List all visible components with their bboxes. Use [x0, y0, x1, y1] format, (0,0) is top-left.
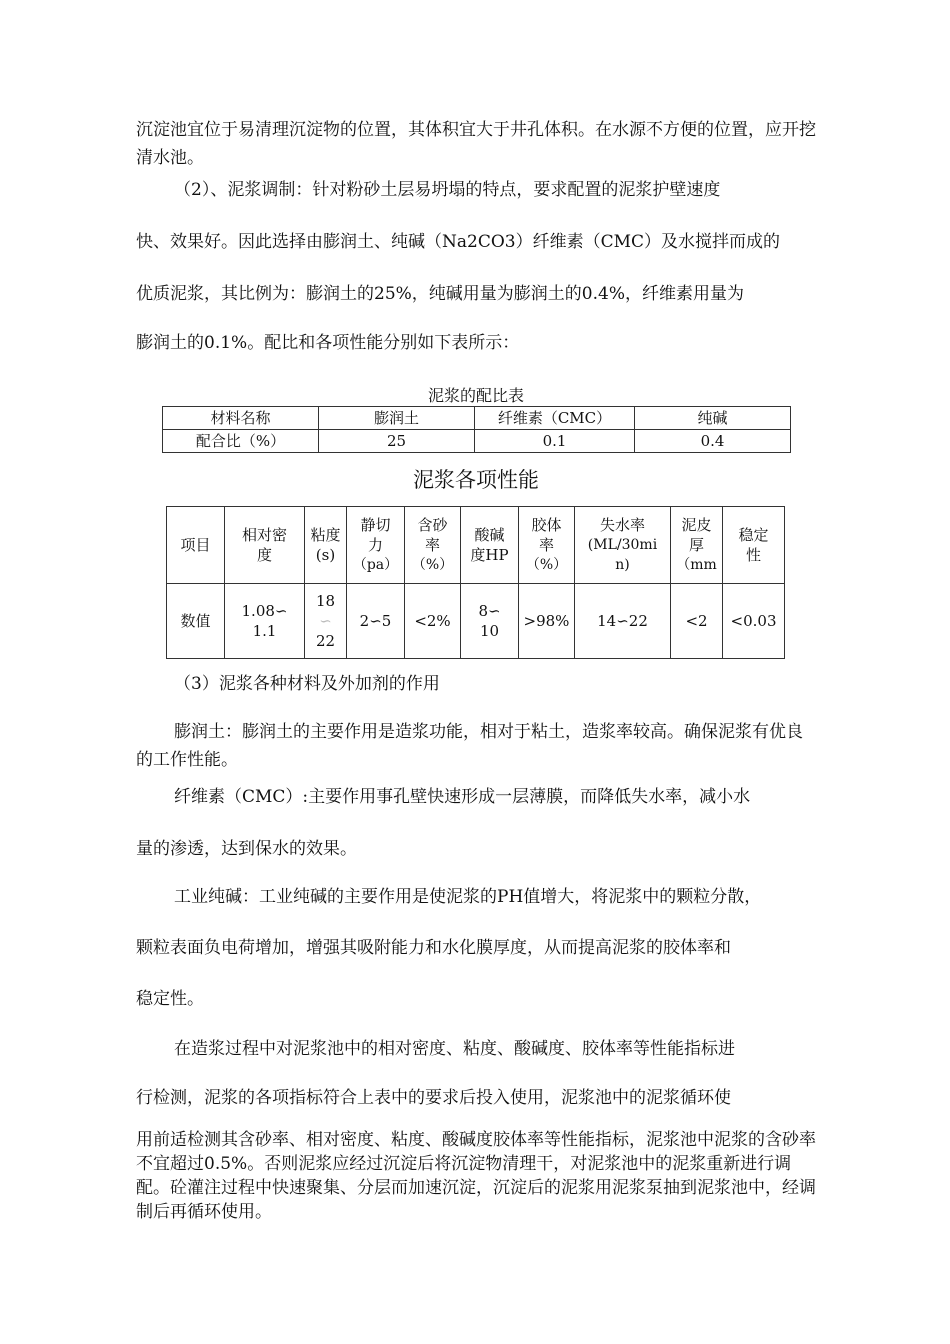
cell-text: 18	[315, 592, 336, 610]
cell-text: 1.08∽	[241, 602, 288, 620]
paragraph-bentonite: 膨润土：膨润土的主要作用是造浆功能，相对于粘土，造浆率较高。确保泥浆有优良的工作性能。	[136, 722, 803, 770]
cell-text: >98%	[523, 612, 570, 630]
mix-value-cell: 0.4	[635, 430, 791, 453]
cell-text: 10	[479, 622, 500, 640]
cell-text: 1.1	[252, 622, 277, 640]
cell-text: 力	[367, 536, 383, 554]
cell-text: 泥皮	[681, 516, 712, 534]
cell-text: ∽	[319, 612, 332, 630]
cell-text: 率	[424, 536, 440, 554]
perf-header-ph	[461, 507, 519, 584]
section-heading-materials: （3）泥浆各种材料及外加剂的作用	[174, 674, 440, 694]
cell-text: n)	[615, 557, 630, 573]
cell-text: 相对密	[241, 526, 287, 544]
cell-text: 度	[256, 546, 272, 564]
cell-text: <0.03	[730, 612, 777, 630]
cell-text: 粘度	[310, 526, 341, 544]
paragraph-mud-preparation-line-4: 膨润土的0.1%。配比和各项性能分别如下表所示：	[136, 333, 520, 353]
cell-text: <2	[685, 612, 708, 630]
cell-text: <2%	[414, 612, 451, 630]
cell-text: 稳定	[738, 526, 769, 544]
perf-header-density	[225, 507, 305, 584]
paragraph-mud-preparation-line-3: 优质泥浆，其比例为：膨润土的25%，纯碱用量为膨润土的0.4%，纤维素用量为	[136, 284, 744, 304]
mix-value-cell: 0.1	[475, 430, 635, 453]
perf-header-item	[167, 507, 225, 584]
perf-header-mud-cake	[671, 507, 723, 584]
mix-value-cell: 25	[319, 430, 475, 453]
perf-value-label	[167, 584, 225, 659]
perf-value-water-loss	[575, 584, 671, 659]
perf-header-sand-content	[405, 507, 461, 584]
perf-header-colloid-rate	[519, 507, 575, 584]
cell-text: (s)	[315, 546, 336, 564]
paragraph-soda-line-1: 工业纯碱：工业纯碱的主要作用是使泥浆的PH值增大，将泥浆中的颗粒分散，	[174, 887, 762, 907]
perf-value-mud-cake	[671, 584, 723, 659]
perf-value-colloid-rate	[519, 584, 575, 659]
perf-value-viscosity	[305, 584, 347, 659]
cell-text: 性	[745, 546, 761, 564]
perf-value-stability	[723, 584, 785, 659]
mix-value-cell: 配合比（%）	[163, 430, 319, 453]
cell-text: 8∽	[478, 602, 501, 620]
cell-text: 项目	[180, 536, 211, 554]
perf-header-shear-force	[347, 507, 405, 584]
cell-text: 14∽22	[597, 612, 648, 630]
paragraph-cmc-line-2: 量的渗透，达到保水的效果。	[136, 839, 357, 859]
cell-text: （pa）	[352, 557, 399, 573]
perf-value-sand-content	[405, 584, 461, 659]
performance-table-caption: 泥浆各项性能	[413, 468, 539, 492]
paragraph-cmc-line-1: 纤维素（CMC）:主要作用事孔壁快速形成一层薄膜，而降低失水率，减小水	[174, 787, 751, 807]
perf-value-shear-force	[347, 584, 405, 659]
cell-text: （%）	[411, 557, 454, 573]
cell-text: 静切	[360, 516, 391, 534]
mix-header-cell: 纤维素（CMC）	[475, 407, 635, 430]
perf-header-viscosity	[305, 507, 347, 584]
cell-text: （%）	[525, 557, 568, 573]
performance-table	[166, 506, 785, 659]
cell-text: 含砂	[417, 516, 448, 534]
cell-text: 2∽5	[359, 612, 392, 630]
cell-text: 22	[315, 632, 336, 650]
mix-ratio-table	[162, 406, 791, 453]
paragraph-process-line-1: 在造浆过程中对泥浆池中的相对密度、粘度、酸碱度、胶体率等性能指标进	[174, 1039, 735, 1059]
paragraph-process-continued: 用前适检测其含砂率、相对密度、粘度、酸碱度胶体率等性能指标，泥浆池中泥浆的含砂率不宜超过0.5%。否则泥浆应经过沉淀后将沉淀物清理干，对泥浆池中的泥浆重新进行调配。砼灌注过程中快速聚集、分层而加速沉淀，沉淀后的泥浆用泥浆泵抽到泥浆池中，经调制后再循环使用。	[136, 1130, 816, 1222]
paragraph-soda-line-2: 颗粒表面负电荷增加，增强其吸附能力和水化膜厚度，从而提高泥浆的胶体率和	[136, 938, 731, 958]
cell-text: 失水率	[599, 516, 645, 534]
paragraph-mud-preparation-line-1: （2）、泥浆调制：针对粉砂土层易坍塌的特点，要求配置的泥浆护壁速度	[174, 180, 721, 200]
perf-header-water-loss	[575, 507, 671, 584]
cell-text: 厚	[688, 536, 704, 554]
cell-text: 胶体	[531, 516, 562, 534]
perf-value-ph	[461, 584, 519, 659]
perf-header-stability	[723, 507, 785, 584]
cell-text: 率	[538, 536, 554, 554]
mix-header-cell: 材料名称	[163, 407, 319, 430]
cell-text: 数值	[180, 612, 211, 630]
paragraph-mud-preparation-line-2: 快、效果好。因此选择由膨润土、纯碱（Na2CO3）纤维素（CMC）及水搅拌而成的	[136, 232, 781, 252]
paragraph-soda-line-3: 稳定性。	[136, 989, 204, 1009]
cell-text: 度HP	[470, 546, 509, 564]
mix-header-cell: 膨润土	[319, 407, 475, 430]
mix-header-cell: 纯碱	[635, 407, 791, 430]
paragraph-sedimentation-tank: 沉淀池宜位于易清理沉淀物的位置，其体积宜大于井孔体积。在水源不方便的位置，应开挖清水池。	[136, 120, 816, 168]
mix-table-caption: 泥浆的配比表	[427, 386, 524, 405]
cell-text: （mm	[676, 557, 717, 573]
perf-value-density	[225, 584, 305, 659]
paragraph-process-line-2: 行检测，泥浆的各项指标符合上表中的要求后投入使用，泥浆池中的泥浆循环使	[136, 1088, 731, 1108]
cell-text: 酸碱	[474, 526, 505, 544]
cell-text: (ML/30mi	[587, 537, 658, 553]
